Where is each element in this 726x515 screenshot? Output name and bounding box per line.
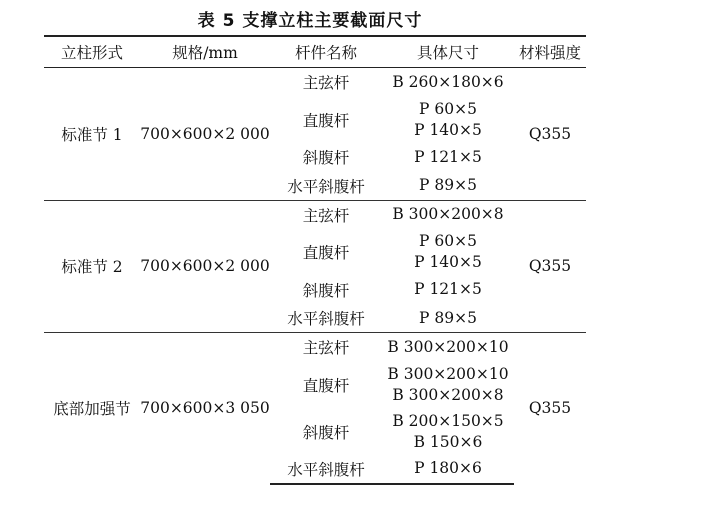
size-value: B 260×180×6 <box>392 72 504 91</box>
section-size-table <box>44 35 586 485</box>
size-value: P 180×6 <box>414 459 482 478</box>
size-cell <box>382 333 514 362</box>
spec-cell: 700×600×2 000 <box>140 200 270 333</box>
column-type-cell: 标准节 2 <box>44 200 140 333</box>
header-column-size: 具体尺寸 <box>382 36 514 68</box>
member-name-cell: 斜腹杆 <box>302 423 350 442</box>
header-column-type: 立柱形式 <box>44 36 140 68</box>
material-strength-cell: Q355 <box>514 200 586 333</box>
member-name-cell: 主弦杆 <box>270 333 382 362</box>
section-table-container <box>44 35 586 485</box>
size-cell <box>382 172 514 201</box>
spec-cell: 700×600×2 000 <box>140 68 270 201</box>
size-value: P 89×5 <box>419 176 477 194</box>
size-cell <box>382 276 514 305</box>
member-name-cell: 主弦杆 <box>270 200 382 229</box>
size-cell <box>382 408 514 455</box>
size-value: B 300×200×10 <box>387 337 509 356</box>
table-row <box>44 333 586 362</box>
size-cell <box>382 361 514 408</box>
size-cell <box>382 96 514 143</box>
size-cell <box>382 143 514 172</box>
header-column-member: 杆件名称 <box>270 36 382 68</box>
table-row <box>44 200 586 229</box>
member-name-cell: 斜腹杆 <box>302 149 350 168</box>
size-value: P 121×5 <box>414 280 482 299</box>
size-value: B 200×150×5 <box>392 411 504 430</box>
size-value: B 300×200×8 <box>392 385 504 404</box>
member-name-cell: 直腹杆 <box>302 111 350 130</box>
size-value: B 300×200×10 <box>387 364 509 383</box>
size-value: P 60×5 <box>419 232 477 250</box>
member-name-cell: 斜腹杆 <box>302 281 350 300</box>
header-row <box>44 36 586 68</box>
member-name-cell: 直腹杆 <box>302 376 350 395</box>
size-value: B 300×200×8 <box>392 205 504 223</box>
size-cell <box>382 455 514 484</box>
spec-cell: 700×600×3 050 <box>140 333 270 484</box>
member-name-cell: 水平斜腹杆 <box>287 310 365 328</box>
table-row <box>44 68 586 97</box>
size-cell <box>382 229 514 276</box>
table-title: 表 5 支撑立柱主要截面尺寸 <box>197 11 423 31</box>
material-strength-cell: Q355 <box>514 68 586 201</box>
size-value: P 140×5 <box>414 120 482 139</box>
size-value: P 60×5 <box>419 99 477 118</box>
header-column-material: 材料强度 <box>514 36 586 68</box>
size-value: P 121×5 <box>414 147 482 166</box>
material-strength-cell: Q355 <box>514 333 586 484</box>
size-value: B 150×6 <box>413 432 483 451</box>
header-column-spec: 规格/mm <box>140 36 270 68</box>
member-name-cell: 主弦杆 <box>270 68 382 97</box>
column-type-cell: 底部加强节 <box>44 333 140 484</box>
member-name-cell: 水平斜腹杆 <box>270 455 382 484</box>
size-cell <box>382 304 514 333</box>
size-cell <box>382 200 514 229</box>
member-name-cell: 直腹杆 <box>302 244 350 262</box>
size-cell <box>382 68 514 97</box>
size-value: P 140×5 <box>414 253 482 271</box>
column-type-cell: 标准节 1 <box>44 68 140 201</box>
size-value: P 89×5 <box>419 308 477 327</box>
member-name-cell: 水平斜腹杆 <box>287 177 365 196</box>
table-body <box>44 68 586 484</box>
